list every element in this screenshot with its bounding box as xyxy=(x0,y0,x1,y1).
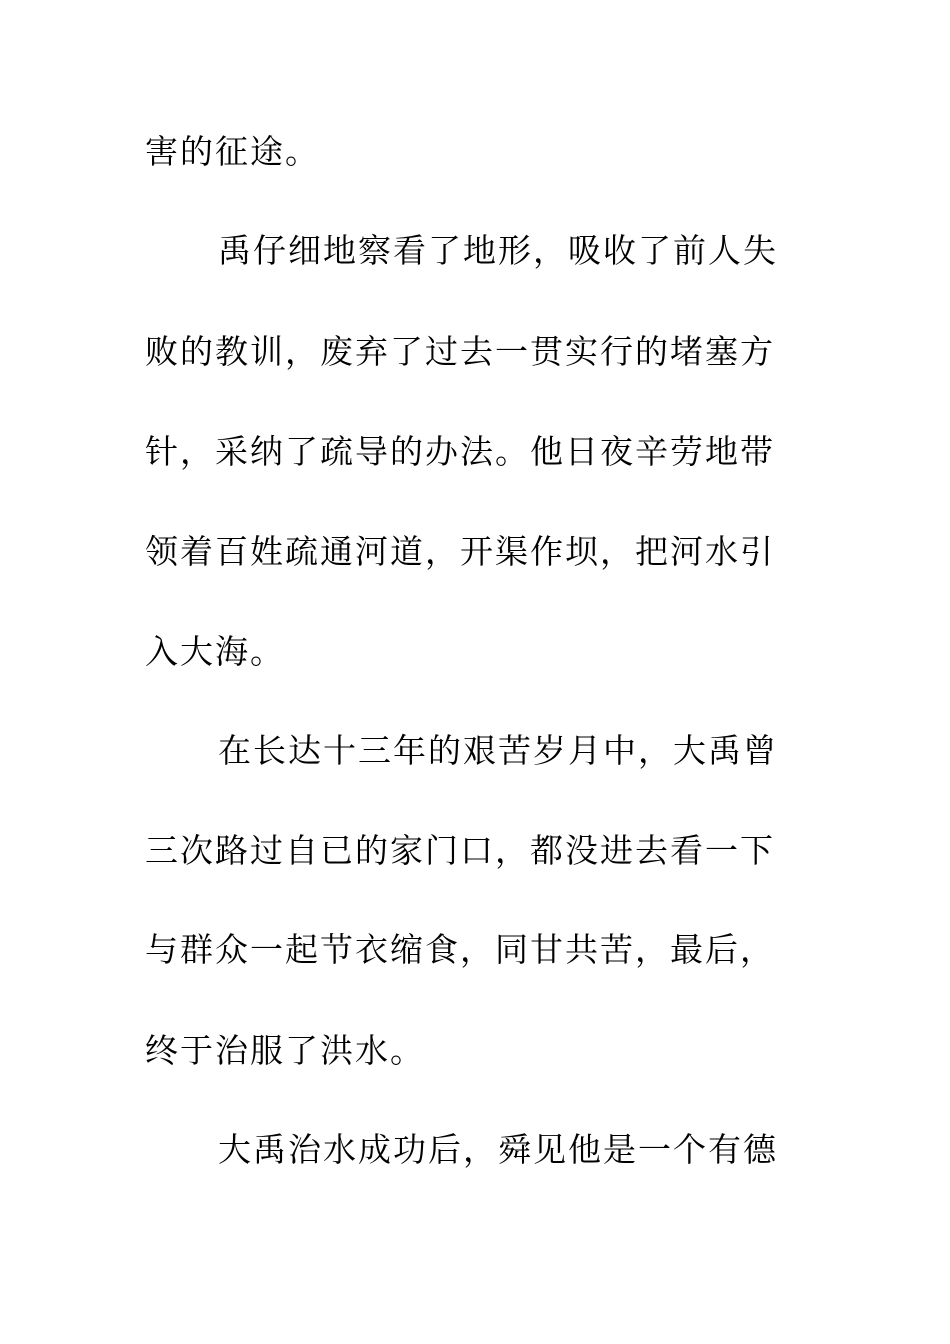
text-line-5: 领着百姓疏通河道，开渠作坝，把河水引 xyxy=(145,532,775,571)
text-line-6: 入大海。 xyxy=(145,632,285,671)
text-line-4: 针，采纳了疏导的办法。他日夜辛劳地带 xyxy=(145,432,775,471)
paragraph-start-line-7: 在长达十三年的艰苦岁月中，大禹曾 xyxy=(218,731,778,770)
paragraph-start-line-2: 禹仔细地察看了地形，吸收了前人失 xyxy=(218,231,778,270)
text-line-9: 与群众一起节衣缩食，同甘共苦，最后， xyxy=(145,930,775,969)
text-line-10: 终于治服了洪水。 xyxy=(145,1031,425,1070)
text-line-1: 害的征途。 xyxy=(145,132,320,171)
text-line-8: 三次路过自已的家门口，都没进去看一下 xyxy=(145,831,775,870)
text-line-3: 败的教训，废弃了过去一贯实行的堵塞方 xyxy=(145,332,775,371)
paragraph-start-line-11: 大禹治水成功后，舜见他是一个有德 xyxy=(218,1130,778,1169)
